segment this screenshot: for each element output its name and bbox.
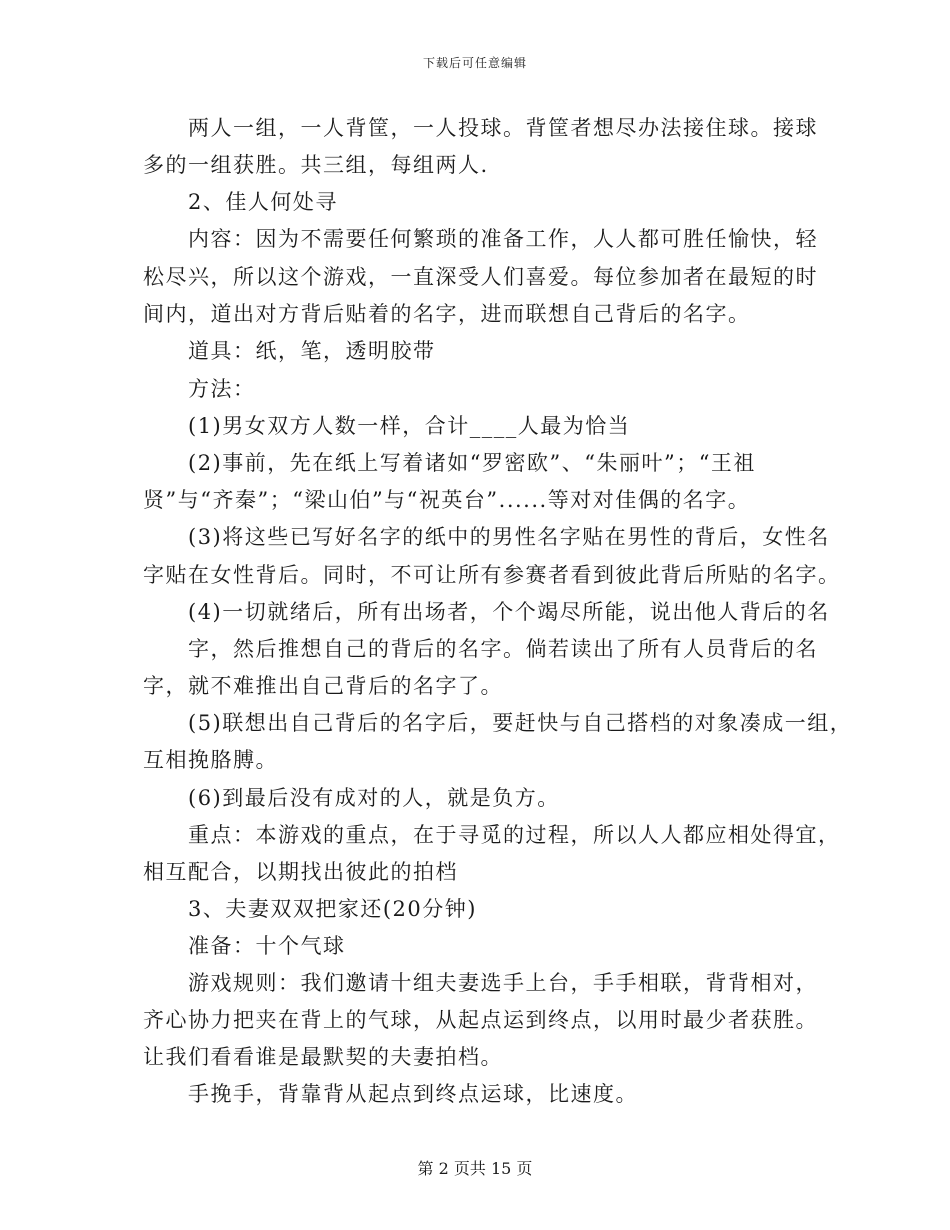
text-line: 两人一组，一人背筐，一人投球。背筐者想尽办法接住球。接球 [188, 116, 818, 140]
list-item: (5)联想出自己背后的名字后，要赶快与自己搭档的对象凑成一组， [188, 711, 853, 735]
section-heading: 3、夫妻双双把家还(20分钟) [188, 897, 477, 921]
list-item: (3)将这些已写好名字的纸中的男性名字贴在男性的背后，女性名 [188, 525, 830, 549]
text-line: 相互配合，以期找出彼此的拍档 [143, 860, 458, 884]
list-item: (4)一切就绪后，所有出场者，个个竭尽所能，说出他人背后的名 [188, 600, 830, 624]
page-header: 下载后可任意编辑 [422, 56, 527, 70]
text-line: 间内，道出对方背后贴着的名字，进而联想自己背后的名字。 [143, 302, 751, 326]
text-line: 字贴在女性背后。同时，不可让所有参赛者看到彼此背后所贴的名字。 [143, 563, 841, 587]
text-line: 字，然后推想自己的背后的名字。倘若读出了所有人员背后的名 [188, 637, 818, 661]
text-line: 让我们看看谁是最默契的夫妻拍档。 [143, 1045, 503, 1069]
text-line: 字，就不难推出自己背后的名字了。 [143, 674, 503, 698]
text-line: 互相挽胳膊。 [143, 748, 278, 772]
list-item: (6)到最后没有成对的人，就是负方。 [188, 786, 560, 810]
text-line: 内容：因为不需要任何繁琐的准备工作，人人都可胜任愉快，轻 [188, 227, 818, 251]
text-line: 齐心协力把夹在背上的气球，从起点运到终点，以用时最少者获胜。 [143, 1008, 818, 1032]
text-line: 道具：纸，笔，透明胶带 [188, 339, 436, 363]
text-line: 多的一组获胜。共三组，每组两人. [143, 153, 489, 177]
page-footer: 第 2 页共 15 页 [417, 1159, 533, 1178]
text-line: 准备：十个气球 [188, 934, 346, 958]
list-item: (1)男女双方人数一样，合计____人最为恰当 [188, 414, 631, 438]
text-line: 贤”与“齐秦”；“梁山伯”与“祝英台”......等对对佳偶的名字。 [143, 488, 751, 512]
text-line: 松尽兴，所以这个游戏，一直深受人们喜爱。每位参加者在最短的时 [143, 265, 818, 289]
text-line: 重点：本游戏的重点，在于寻觅的过程，所以人人都应相处得宜， [188, 823, 841, 847]
text-line: 方法： [188, 377, 256, 401]
text-line: 游戏规则：我们邀请十组夫妻选手上台，手手相联，背背相对， [188, 971, 818, 995]
list-item: (2)事前，先在纸上写着诸如“罗密欧”、“朱丽叶”；“王祖 [188, 451, 756, 475]
text-line: 手挽手，背靠背从起点到终点运球，比速度。 [188, 1082, 638, 1106]
section-heading: 2、佳人何处寻 [188, 190, 338, 214]
